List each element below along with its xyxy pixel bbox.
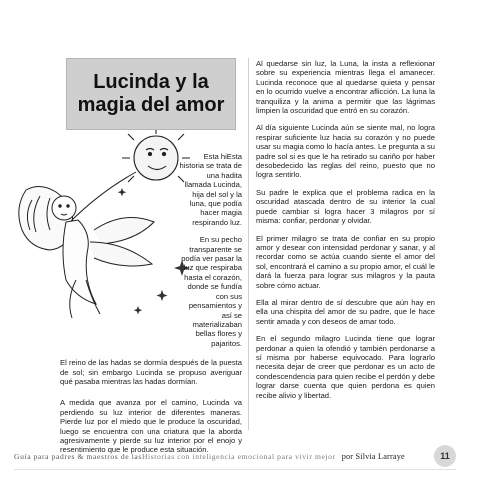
column-divider [248,58,249,430]
page-number-badge: 11 [434,445,456,467]
right-text-column [256,59,435,408]
footer-author: por Silvia Larraye [341,451,405,461]
left-paragraph-2: En su pecho transparente se podía ver pasar la luz que respiraba hasta el corazón, donde se fundía con sus pensamientos y así se materializaban bellas flores y pajaritos. [181,235,242,348]
right-paragraph-1: Al quedarse sin luz, la Luna, la insta a reflexionar sobre su experiencia mientras llega el amanecer. Lucinda reconoce que al quedarse quieta y pensar en lo ocurrido vuelve a encontrar aflicción. La luna la tranquiliza y la anima a permitir que las lágrimas limpien la oscuridad que entró en su corazón. [256,59,435,116]
footer-rule [14,469,456,470]
left-text-column [60,152,242,463]
left-paragraph-3: El reino de las hadas se dormía después de la puesta de sol; sin embargo Lucinda se propuso averiguar qué pasaba mientras las hadas dormían. [60,358,242,386]
right-paragraph-4: El primer milagro se trata de confiar en su propio amor y desear con intensidad perdonar y sanar, y al recordar como se actúa cuando siente el amor del sol, encontrará el camino a su propio amor, el cuál le dará la fuerza para lograr sus milagros y la pauta sobre cómo actuar. [256,233,435,290]
left-paragraph-1: Esta hiEsta historia se trata de una hadita llamada Lucinda, hija del sol y la luna, que podía hacer magia respirando luz. [179,152,242,227]
footer-prefix: Guía para padres & maestros de las [14,451,142,461]
right-paragraph-6: En el segundo milagro Lucinda tiene que lograr perdonar a quien la ofendió y también perdonarse a sí misma por haberse equivocado. Para lograrlo necesita dejar de creer que perdonar es un acto de condescendencia para quien recibe el perdón y debe lograr darse cuenta que quien perdona es quien recibe alivio y libertad. [256,334,435,400]
footer-series-title: Historias con inteligencia emocional para vivir mejor [141,451,336,461]
page-footer [14,448,454,464]
right-paragraph-2: Al día siguiente Lucinda aún se siente mal, no logra respirar suficiente luz hacia su corazón y no puede usar su magia como lo hacía antes. Le pregunta a su padre sol si es que le ha retirado su cariño por haber desobedecido las reglas del reino, puesto que no logra sentirlo. [256,123,435,180]
title-box [66,58,236,130]
left-paragraph-4: A medida que avanza por el camino, Lucinda va perdiendo su luz interior de diferentes maneras. Pierde luz por el miedo que le produce la oscuridad, luego se encuentra con una criatura que la aborda agresivamente y pierde su luz interior por el enojo y resentimiento que le produce esta situación. [60,398,242,455]
right-paragraph-5: Ella al mirar dentro de sí descubre que aún hay en ella una chispita del amor de su padre, que le hace sentir amada y con deseos de amar todo. [256,297,435,326]
page-title: Lucinda y la magia del amor [77,71,225,116]
right-paragraph-3: Su padre le explica que el problema radica en la oscuridad atascada dentro de su interior la cual puede cambiar si logra hacer 3 milagros por sí misma: confiar, perdonar y olvidar. [256,187,435,226]
